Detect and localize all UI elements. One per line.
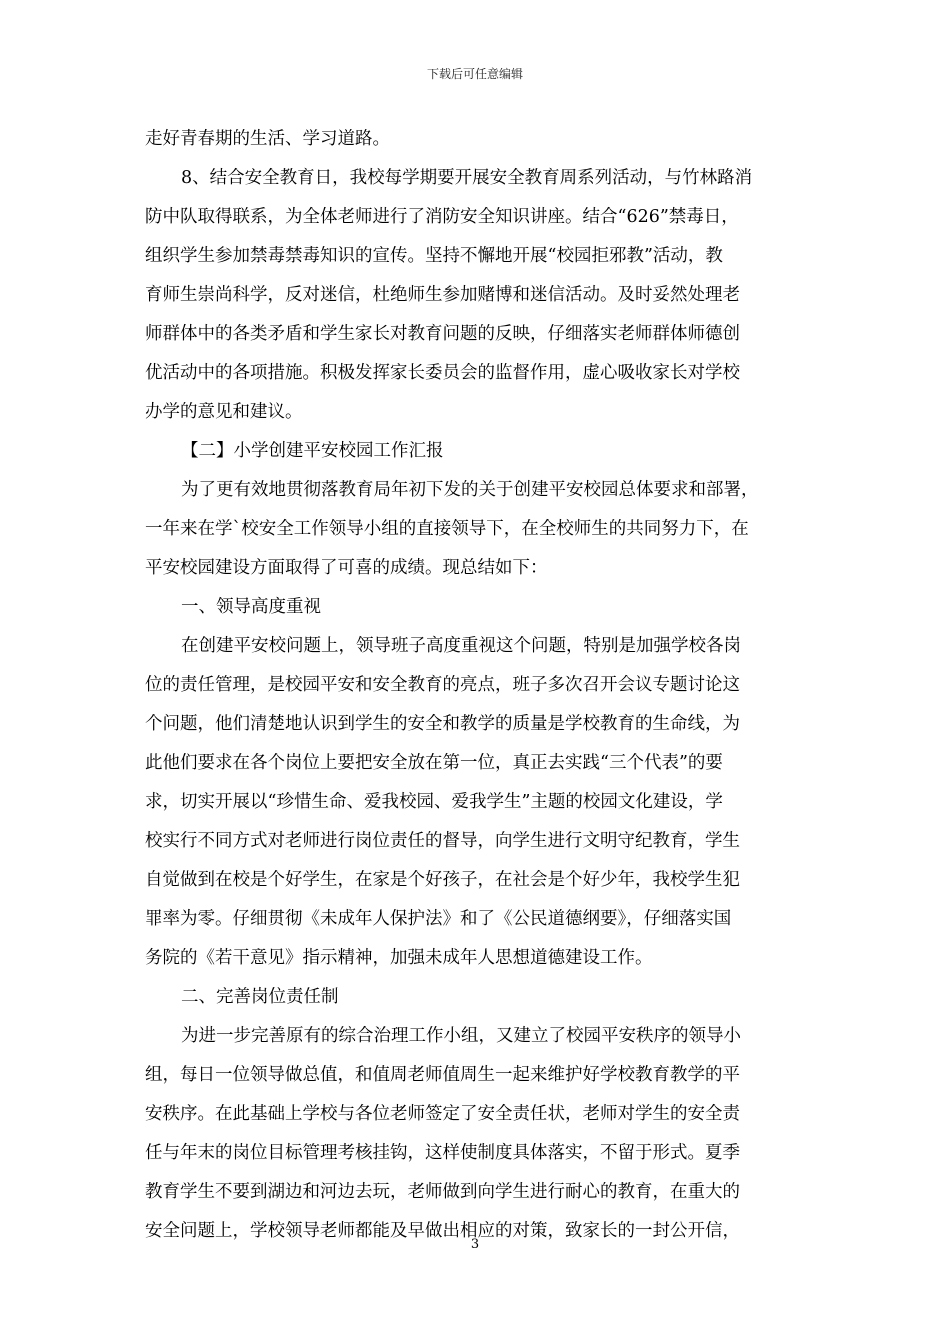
subheading-responsibility: 二、完善岗位责任制 <box>181 987 339 1007</box>
text-line: 求，切实开展以“珍惜生命、爱我校园、爱我学生”主题的校园文化建设，学 <box>145 792 723 812</box>
text-line: 教育学生不要到湖边和河边去玩，老师做到向学生进行耐心的教育，在重大的 <box>145 1182 740 1202</box>
text-line: 自觉做到在校是个好学生，在家是个好孩子，在社会是个好少年，我校学生犯 <box>145 870 740 890</box>
text-line: 育师生崇尚科学，反对迷信，杜绝师生参加赌博和迷信活动。及时妥然处理老 <box>145 285 740 305</box>
text-line: 位的责任管理，是校园平安和安全教育的亮点，班子多次召开会议专题讨论这 <box>145 675 740 695</box>
paragraph-leadership: 在创建平安校问题上，领导班子高度重视这个问题，特别是加强学校各岗 <box>181 636 741 656</box>
paragraph-item-8: 8、结合安全教育日，我校每学期要开展安全教育周系列活动，与竹林路消 <box>181 168 753 188</box>
paragraph-responsibility: 为进一步完善原有的综合治理工作小组，又建立了校园平安秩序的领导小 <box>181 1026 741 1046</box>
text-line: 优活动中的各项措施。积极发挥家长委员会的监督作用，虚心吸收家长对学校 <box>145 363 740 383</box>
page-number: 3 <box>470 1237 480 1252</box>
text-line: 务院的《若干意见》指示精神，加强未成年人思想道德建设工作。 <box>145 948 653 968</box>
text-line: 一年来在学`校安全工作领导小组的直接领导下，在全校师生的共同努力下，在 <box>145 519 749 539</box>
text-line: 组织学生参加禁毒禁毒知识的宣传。坚持不懈地开展“校园拒邪教”活动，教 <box>145 246 723 266</box>
text-line: 此他们要求在各个岗位上要把安全放在第一位，真正去实践“三个代表”的要 <box>145 753 723 773</box>
section-heading-two: 【二】小学创建平安校园工作汇报 <box>181 441 444 461</box>
subheading-leadership: 一、领导高度重视 <box>181 597 321 617</box>
text-line: 校实行不同方式对老师进行岗位责任的督导，向学生进行文明守纪教育，学生 <box>145 831 740 851</box>
text-line: 罪率为零。仔细贯彻《未成年人保护法》和了《公民道德纲要》，仔细落实国 <box>145 909 732 929</box>
text-line: 安全问题上，学校领导老师都能及早做出相应的对策，致家长的一封公开信， <box>145 1221 740 1241</box>
text-line: 个问题，他们清楚地认识到学生的安全和教学的质量是学校教育的生命线，为 <box>145 714 740 734</box>
text-line: 走好青春期的生活、学习道路。 <box>145 129 390 149</box>
document-body <box>145 120 810 1251</box>
page-header-note: 下载后可任意编辑 <box>426 67 523 81</box>
text-line: 办学的意见和建议。 <box>145 402 303 422</box>
text-line: 组，每日一位领导做总值，和值周老师值周生一起来维护好学校教育教学的平 <box>145 1065 740 1085</box>
text-line: 任与年末的岗位目标管理考核挂钩，这样使制度具体落实，不留于形式。夏季 <box>145 1143 740 1163</box>
text-line: 平安校园建设方面取得了可喜的成绩。现总结如下： <box>145 558 548 578</box>
text-line: 师群体中的各类矛盾和学生家长对教育问题的反映，仔细落实老师群体师德创 <box>145 324 740 344</box>
paragraph-intro: 为了更有效地贯彻落教育局年初下发的关于创建平安校园总体要求和部署， <box>181 480 759 500</box>
text-line: 防中队取得联系，为全体老师进行了消防安全知识讲座。结合“626”禁毒日， <box>145 207 739 227</box>
text-line: 安秩序。在此基础上学校与各位老师签定了安全责任状，老师对学生的安全责 <box>145 1104 740 1124</box>
